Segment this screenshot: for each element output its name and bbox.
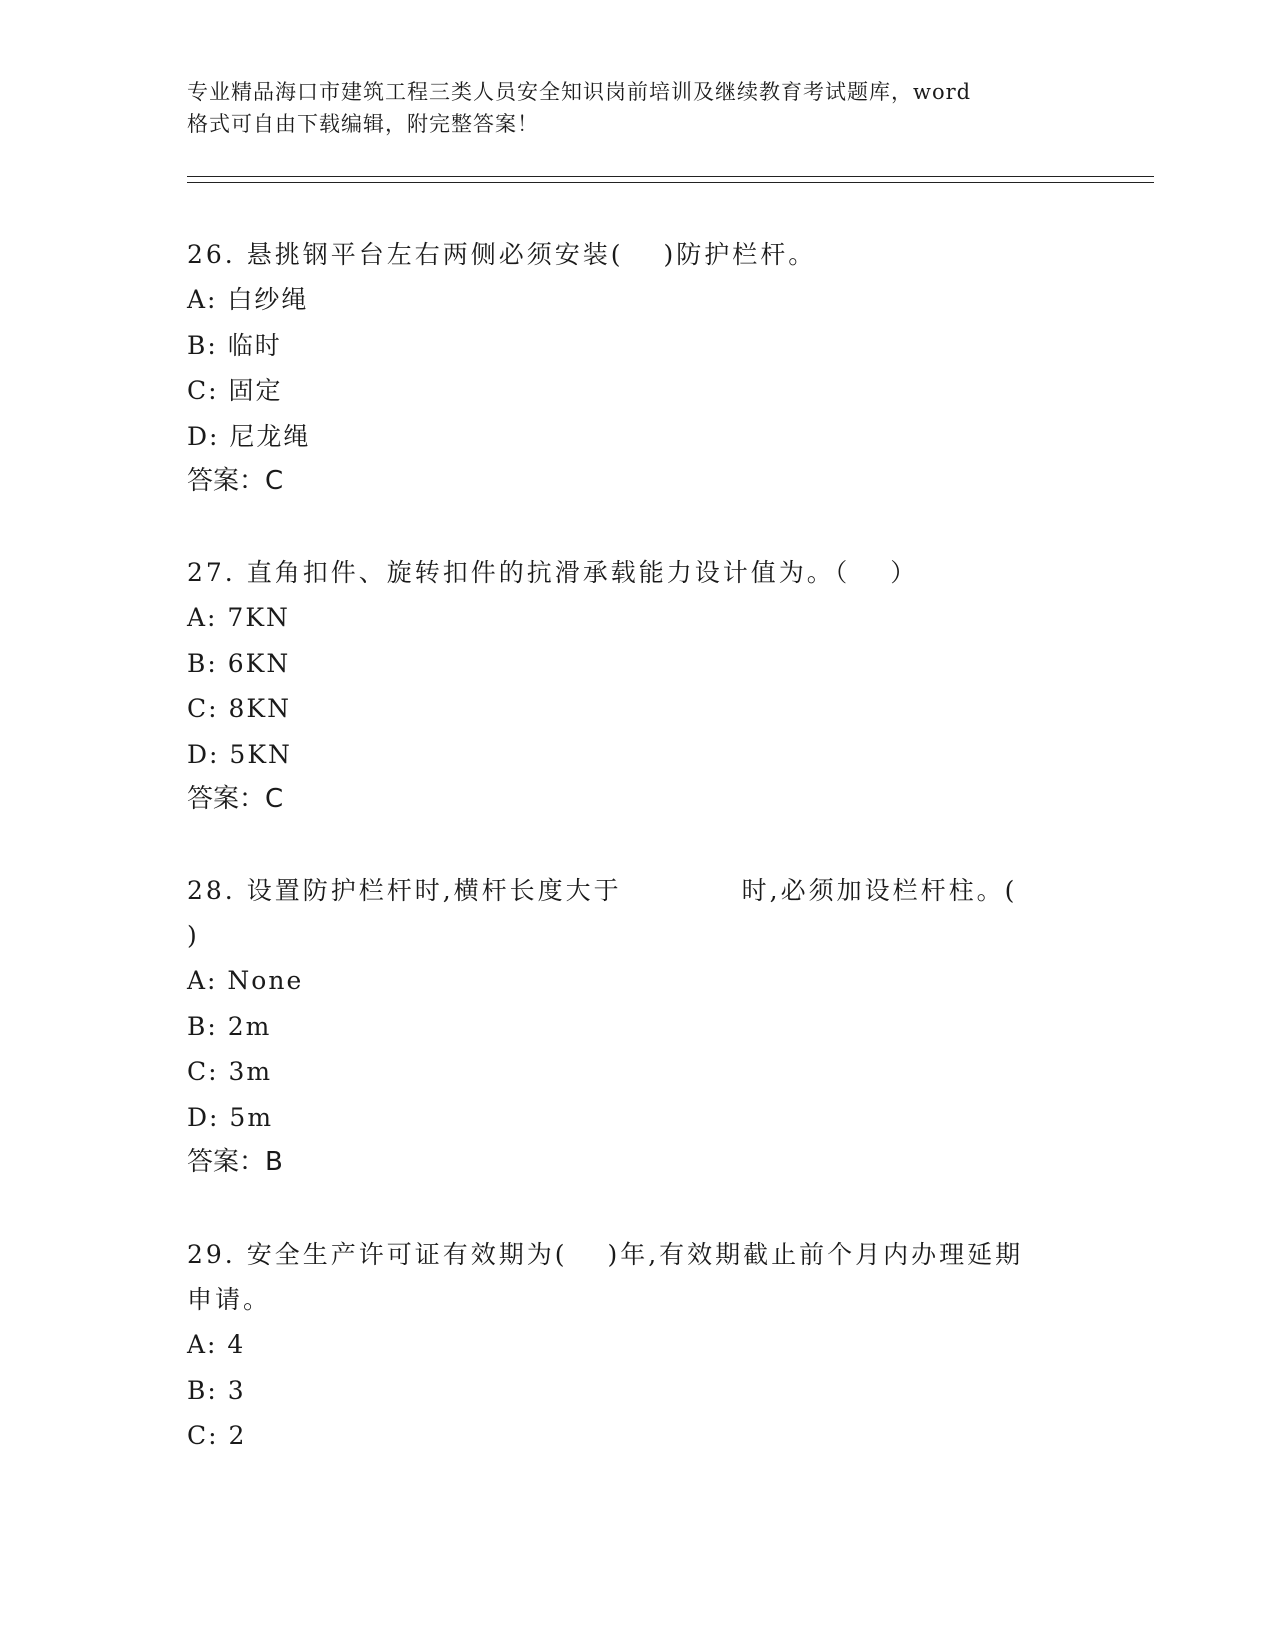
question-stem: 26. 悬挑钢平台左右两侧必须安装( )防护栏杆。 — [187, 240, 817, 269]
answer-line: 答案：C — [187, 784, 284, 814]
header-divider-top — [187, 176, 1154, 177]
question-stem-continued: ) — [187, 921, 200, 950]
header-line-2: 格式可自由下载编辑，附完整答案！ — [187, 112, 539, 136]
question-stem: 29. 安全生产许可证有效期为( )年,有效期截止前个月内办理延期 — [187, 1240, 1024, 1269]
option-a: A: 白纱绳 — [187, 285, 309, 314]
question-27 — [187, 550, 1067, 822]
option-d: D: 尼龙绳 — [187, 421, 311, 451]
option-d: D: 5m — [187, 1102, 274, 1132]
option-c: C: 2 — [187, 1421, 247, 1450]
answer-line: 答案：B — [187, 1147, 283, 1177]
option-c: C: 3m — [187, 1057, 273, 1086]
question-stem: 27. 直角扣件、旋转扣件的抗滑承载能力设计值为。（ ） — [187, 558, 919, 587]
option-a: A: 7KN — [187, 603, 290, 632]
option-b: B: 临时 — [187, 330, 282, 360]
question-stem: 28. 设置防护栏杆时,横杆长度大于 时,必须加设栏杆柱。( — [187, 876, 1018, 905]
answer-line: 答案：C — [187, 466, 284, 496]
option-b: B: 2m — [187, 1011, 272, 1041]
question-26 — [187, 232, 1067, 504]
option-d: D: 5KN — [187, 739, 292, 769]
option-c: C: 8KN — [187, 694, 291, 723]
question-stem-continued: 申请。 — [187, 1285, 272, 1314]
option-b: B: 6KN — [187, 648, 291, 678]
page-header — [187, 76, 1067, 140]
option-a: A: None — [187, 966, 304, 995]
header-line-1: 专业精品海口市建筑工程三类人员安全知识岗前培训及继续教育考试题库，word — [187, 80, 972, 104]
option-a: A: 4 — [187, 1330, 246, 1359]
header-divider-bottom — [187, 182, 1154, 183]
question-28 — [187, 868, 1067, 1185]
option-b: B: 3 — [187, 1375, 246, 1405]
question-29 — [187, 1232, 1067, 1459]
option-c: C: 固定 — [187, 376, 283, 405]
